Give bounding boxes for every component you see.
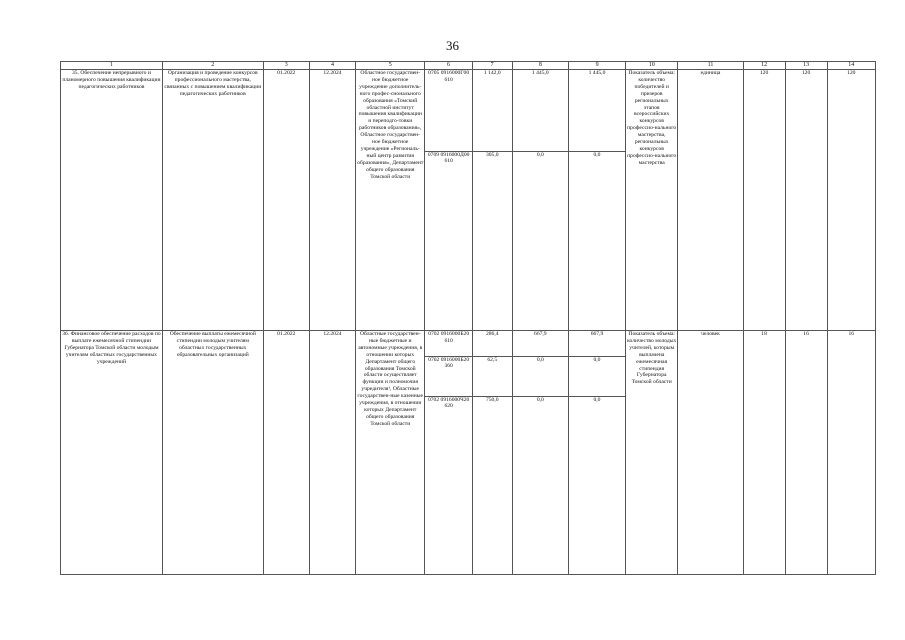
- table-row: [61, 70, 876, 331]
- budget-code: 0702 0916000Б20 610: [425, 331, 472, 356]
- header-row: [61, 62, 876, 70]
- funding-block: [425, 331, 626, 575]
- start-date: 01.2022: [263, 331, 309, 575]
- page-number: 36: [446, 38, 459, 53]
- target-2024: 120: [827, 70, 875, 331]
- event-description: Обеспечение выплаты ежемесячной стипендии молодым учителям областных государственных образовательных организаций: [162, 331, 263, 575]
- header-cell: 3: [263, 62, 309, 70]
- value-2022: 62,5: [472, 356, 512, 396]
- unit: человек: [678, 331, 743, 575]
- value-2023: 1 445,0: [512, 70, 568, 151]
- header-cell: 13: [785, 62, 827, 70]
- value-2022: 305,0: [472, 151, 512, 330]
- budget-code: 0705 0916000Г00 610: [425, 70, 472, 151]
- value-2023: 0,0: [512, 151, 568, 330]
- value-2022: 286,4: [472, 331, 512, 356]
- value-2024: 0,0: [569, 396, 625, 574]
- header-cell: 9: [569, 62, 626, 70]
- budget-table: [60, 61, 876, 575]
- budget-code: 0702 0916000Б20 360: [425, 356, 472, 396]
- header-cell: 10: [625, 62, 678, 70]
- end-date: 12.2024: [309, 70, 355, 331]
- value-2024: 0,0: [569, 151, 625, 330]
- indicator: Показатель объема: количество победителей и призеров региональных этапов всероссийских конкурсов профессио-нального мастерства, региональных конкурсов профессио-нального мастерства: [625, 70, 678, 331]
- value-2023: 0,0: [512, 356, 568, 396]
- header-cell: 5: [356, 62, 425, 70]
- header-cell: 2: [162, 62, 263, 70]
- header-cell: 12: [743, 62, 785, 70]
- funding-block: [425, 70, 626, 331]
- executor: Областные государствен-ные бюджетные и автономные учреждения, в отношении которых Департамент общего образования Томской области осуществляет функции и полномочия учредителя¹, Областные государствен-ные казенные учреждения, в отношении которых Департамент общего образования Томской области: [356, 331, 425, 575]
- end-date: 12.2024: [309, 331, 355, 575]
- event-description: Организация и проведение конкурсов профессионального мастерства, связанных с повышением квалификации педагогических работников: [162, 70, 263, 331]
- header-cell: 11: [678, 62, 743, 70]
- header-cell: 8: [512, 62, 569, 70]
- value-2024: 0,0: [569, 356, 625, 396]
- budget-code: 0702 0916000Ч20 620: [425, 396, 472, 574]
- value-2024: 1 445,0: [569, 70, 625, 151]
- header-cell: 6: [425, 62, 472, 70]
- target-2022: 18: [743, 331, 785, 575]
- unit: единица: [678, 70, 743, 331]
- target-2024: 16: [827, 331, 875, 575]
- budget-code: 0709 0916000Д00 610: [425, 151, 472, 330]
- header-cell: 1: [61, 62, 163, 70]
- header-cell: 7: [472, 62, 512, 70]
- executor: Областное государствен-ное бюджетное учреждение дополнитель-ного профес-сионального образования «Томский областной институт повышения квалификации и переподго-товки работников образования», Областное государствен-ное бюджетное учреждение «Региональ-ный центр развития образования», Департамент общего образования Томской области: [356, 70, 425, 331]
- indicator: Показатель объема: количество молодых учителей, которым выплачена ежемесячная стипендия Губернатора Томской области: [625, 331, 678, 575]
- target-2023: 120: [785, 70, 827, 331]
- header-cell: 4: [309, 62, 355, 70]
- value-2023: 667,9: [512, 331, 568, 356]
- target-2022: 120: [743, 70, 785, 331]
- start-date: 01.2022: [263, 70, 309, 331]
- event-name: 36. Финансовое обеспечение расходов по выплате ежемесячной стипендии Губернатора Томской области молодым учителям областных государственных учреждений: [61, 331, 163, 575]
- table-row: [61, 331, 876, 575]
- value-2024: 667,9: [569, 331, 625, 356]
- target-2023: 16: [785, 331, 827, 575]
- value-2022: 750,0: [472, 396, 512, 574]
- value-2022: 1 142,0: [472, 70, 512, 151]
- value-2023: 0,0: [512, 396, 568, 574]
- header-cell: 14: [827, 62, 875, 70]
- event-name: 35. Обеспечение непрерывного и планомерного повышения квалификации педагогических работников: [61, 70, 163, 331]
